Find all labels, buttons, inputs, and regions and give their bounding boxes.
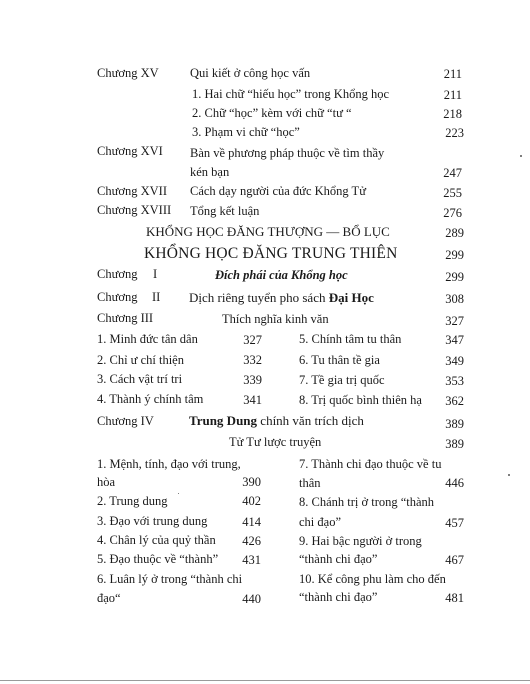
ch4-item-1-page: 390 xyxy=(242,475,261,489)
ch4-item-3: 3. Đạo với trung dung xyxy=(97,514,208,528)
chapter-16-label: Chương XVI xyxy=(97,144,163,158)
part-2-chapter-3-page: 327 xyxy=(445,314,464,328)
scan-speck xyxy=(178,493,179,494)
ch4-item-10-line2: “thành chi đạo” xyxy=(299,590,378,604)
ch4-item-10-line1: 10. Kể công phu làm cho đến xyxy=(299,572,446,586)
chapter-15-page: 211 xyxy=(443,67,462,81)
ch3-item-8: 8. Trị quốc bình thiên hạ xyxy=(299,393,422,407)
ch3-item-2: 2. Chỉ ư chí thiện xyxy=(97,353,184,367)
part-2-title: KHỔNG HỌC ĐĂNG TRUNG THIÊN xyxy=(144,245,398,262)
part-2-chapter-2-page: 308 xyxy=(445,292,464,306)
part-1-title: KHỔNG HỌC ĐĂNG THƯỢNG — BỔ LỤC xyxy=(146,224,390,239)
ch3-item-6: 6. Tu thân tề gia xyxy=(299,353,380,367)
part-2-chapter-2-label: Chương xyxy=(97,290,138,304)
chapter-15-sub-1-page: 211 xyxy=(443,88,462,102)
ch3-item-5: 5. Chính tâm tu thân xyxy=(299,332,402,346)
part-2-chapter-4-title xyxy=(189,414,364,427)
ch3-item-3-page: 339 xyxy=(243,373,262,387)
ch4-item-4-page: 426 xyxy=(242,534,261,548)
part-2-chapter-1-label: Chương xyxy=(97,267,138,281)
ch4-item-8-line1: 8. Chánh trị ở trong “thành xyxy=(299,495,435,509)
chapter-17-label: Chương XVII xyxy=(97,184,167,198)
scan-speck xyxy=(508,474,510,476)
ch3-item-4: 4. Thành ý chính tâm xyxy=(97,392,204,406)
ch4-item-3-page: 414 xyxy=(242,515,261,529)
ch4-item-7-line2: thân xyxy=(299,476,321,490)
page-bottom-edge xyxy=(0,680,530,681)
part-2-chapter-4-page: 389 xyxy=(445,417,464,431)
ch4-item-6-page: 440 xyxy=(242,592,261,606)
ch4-item-8-page: 457 xyxy=(445,516,464,530)
ch3-item-2-page: 332 xyxy=(243,353,262,367)
chapter-16-title-line1: Bàn về phương pháp thuộc về tìm thầy xyxy=(190,146,385,160)
chapter-18-label: Chương XVIII xyxy=(97,203,172,217)
part-2-chapter-1-title: Đích phái của Khổng học xyxy=(215,268,348,282)
chapter-17-page: 255 xyxy=(443,186,462,200)
ch4-item-10-page: 481 xyxy=(445,591,464,605)
ch4-item-1-line1: 1. Mệnh, tính, đạo với trung, xyxy=(97,457,241,471)
ch4-item-5: 5. Đạo thuộc về “thành” xyxy=(97,552,219,566)
chapter-15-sub-2-page: 218 xyxy=(443,107,462,121)
ch4-item-6-line2: đạo“ xyxy=(97,591,121,605)
part-2-chapter-2-title xyxy=(189,291,374,304)
chapter-15-sub-3: 3. Phạm vi chữ “học” xyxy=(192,125,300,139)
ch3-item-3: 3. Cách vật trí tri xyxy=(97,372,183,386)
ch3-item-1: 1. Minh đức tân dân xyxy=(97,332,198,346)
ch4-item-9-line2: “thành chi đạo” xyxy=(299,552,378,566)
ch3-item-7: 7. Tề gia trị quốc xyxy=(299,373,385,387)
scan-speck xyxy=(520,155,522,157)
part-2-chapter-2-roman: II xyxy=(152,290,161,304)
ch4-item-1-line2: hòa xyxy=(97,475,116,489)
chapter-15-sub-2: 2. Chữ “học” kèm với chữ “tư “ xyxy=(192,106,352,120)
ch3-item-5-page: 347 xyxy=(445,333,464,347)
tutu-title: Tử Tư lược truyện xyxy=(229,435,322,449)
part-2-chapter-4-title-text: chính văn trích dịch xyxy=(260,413,364,428)
chapter-18-title: Tổng kết luận xyxy=(190,204,260,218)
chapter-15-sub-3-page: 223 xyxy=(445,126,464,140)
part-2-chapter-3-title: Thích nghĩa kinh văn xyxy=(222,312,329,326)
part-2-chapter-2-title-bold: Đại Học xyxy=(328,290,374,305)
chapter-16-page: 247 xyxy=(443,166,462,180)
ch3-item-7-page: 353 xyxy=(445,374,464,388)
ch4-item-7-line1: 7. Thành chi đạo thuộc về tu xyxy=(299,457,442,471)
part-2-chapter-4-label: Chương IV xyxy=(97,414,154,428)
chapter-15-sub-1: 1. Hai chữ “hiếu học” trong Khổng học xyxy=(192,87,389,101)
ch4-item-9-line1: 9. Hai bậc người ở trong xyxy=(299,534,422,548)
ch3-item-8-page: 362 xyxy=(445,394,464,408)
part-1-page: 289 xyxy=(445,226,464,240)
ch4-item-8-line2: chi đạo” xyxy=(299,515,341,529)
ch4-item-6-line1: 6. Luân lý ở trong “thành chi xyxy=(97,572,243,586)
chapter-15-title: Qui kiết ở công học vấn xyxy=(190,66,311,80)
chapter-18-page: 276 xyxy=(443,206,462,220)
part-2-chapter-4-title-bold: Trung Dung xyxy=(189,413,258,428)
chapter-15-label: Chương XV xyxy=(97,66,159,80)
ch4-item-5-page: 431 xyxy=(242,553,261,567)
part-2-chapter-3-label: Chương III xyxy=(97,311,154,325)
tutu-page: 389 xyxy=(445,437,464,451)
ch4-item-2-page: 402 xyxy=(242,494,261,508)
ch3-item-1-page: 327 xyxy=(243,333,262,347)
part-2-chapter-2-title-text: Dịch riêng tuyển pho sách xyxy=(189,290,326,305)
ch4-item-2: 2. Trung dung xyxy=(97,494,168,508)
ch3-item-4-page: 341 xyxy=(243,393,262,407)
ch4-item-4: 4. Chân lý của quỷ thần xyxy=(97,533,216,547)
chapter-17-title: Cách dạy người của đức Khổng Tử xyxy=(190,184,366,198)
ch4-item-7-page: 446 xyxy=(445,476,464,490)
ch4-item-9-page: 467 xyxy=(445,553,464,567)
part-2-page: 299 xyxy=(445,248,464,262)
part-2-chapter-1-page: 299 xyxy=(445,270,464,284)
chapter-16-title-line2: kén bạn xyxy=(190,165,230,179)
ch3-item-6-page: 349 xyxy=(445,354,464,368)
part-2-chapter-1-roman: I xyxy=(153,267,158,281)
